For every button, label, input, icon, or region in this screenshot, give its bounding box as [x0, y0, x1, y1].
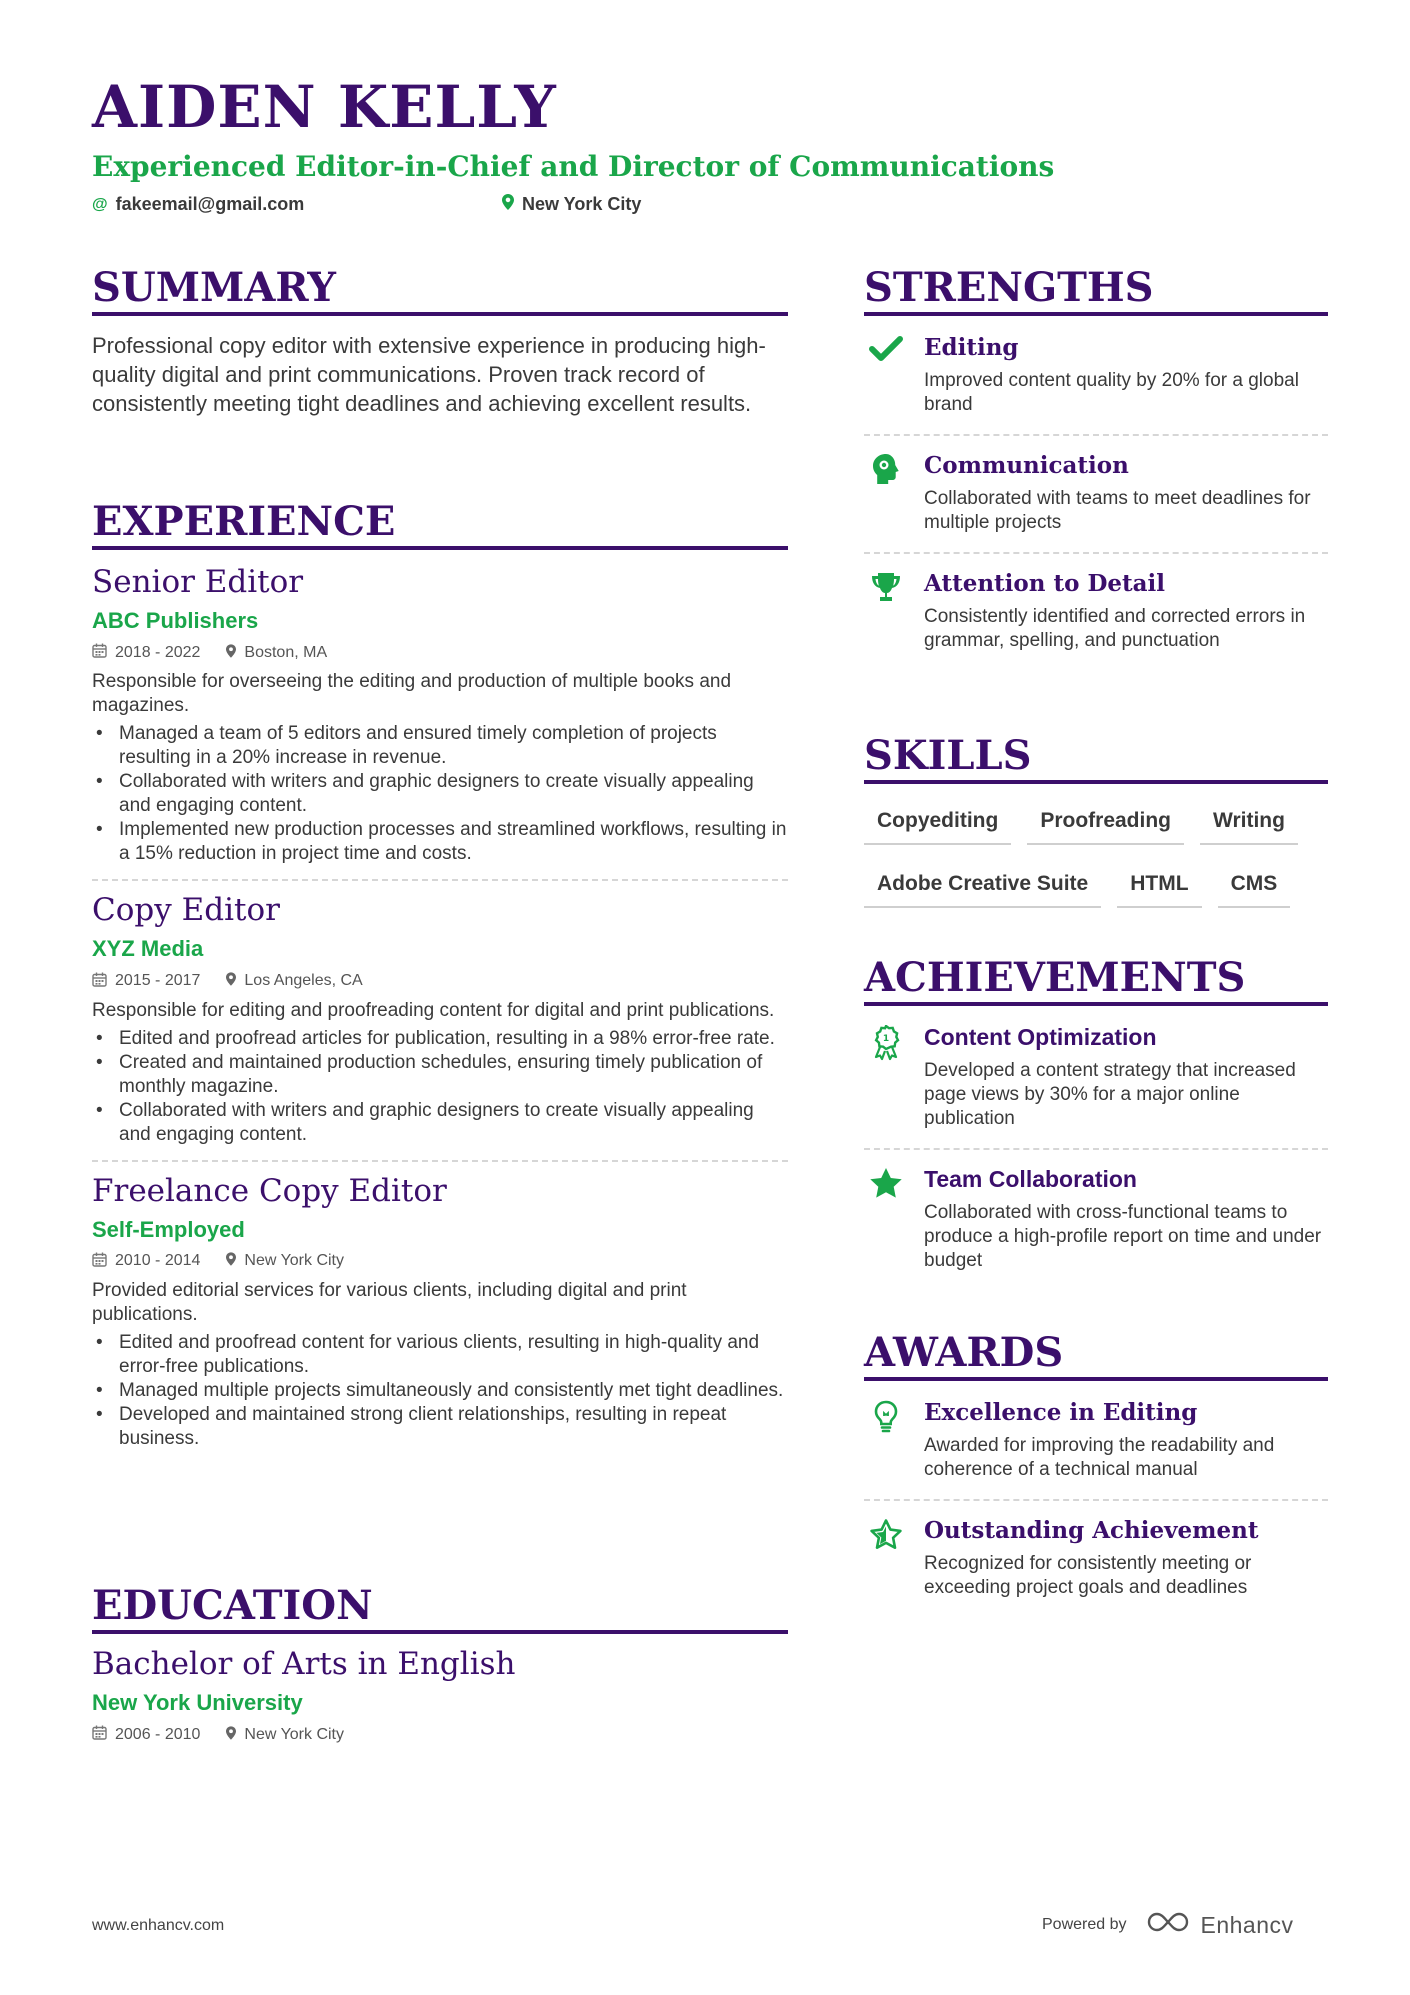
- skill-tag: Writing: [1200, 808, 1298, 845]
- calendar-icon: [92, 643, 107, 662]
- footer-powered-by[interactable]: [1042, 1910, 1294, 1940]
- strength-divider: [864, 434, 1328, 436]
- candidate-headline: Experienced Editor-in-Chief and Director of Communications: [92, 150, 1055, 183]
- job-bullets: [92, 1331, 788, 1451]
- job-description: Responsible for overseeing the editing and production of multiple books and magazines.: [92, 671, 732, 717]
- skill-tag: Adobe Creative Suite: [864, 871, 1101, 908]
- job-bullet: • Developed and maintained strong client relationships, resulting in repeat business.: [92, 1403, 788, 1451]
- job-location: Los Angeles, CA: [244, 972, 363, 990]
- skills-heading: SKILLS: [864, 732, 1032, 779]
- job-bullet: • Edited and proofread content for various clients, resulting in high-quality and error-free publications.: [92, 1331, 788, 1379]
- award-desc: Recognized for consistently meeting or exceeding project goals and deadlines: [924, 1552, 1252, 1598]
- head-icon: [866, 453, 906, 485]
- education-section: [92, 1647, 788, 1744]
- job-dates: 2015 - 2017: [115, 972, 201, 990]
- brand-name: Enhancv: [1200, 1911, 1294, 1938]
- calendar-icon: [92, 972, 107, 991]
- job-dates: 2010 - 2014: [115, 1252, 201, 1270]
- company-name: Self-Employed: [92, 1216, 245, 1242]
- award-item: [864, 1398, 1328, 1482]
- summary-text: Professional copy editor with extensive experience in producing high-quality digital and print communications. Proven track record of consistently meeting tight deadlines and achieving excellent results.: [92, 333, 766, 416]
- powered-by-label: Powered by: [1042, 1916, 1127, 1933]
- job-description: Provided editorial services for various clients, including digital and print publications.: [92, 1279, 687, 1325]
- achievements-divider: [864, 1002, 1328, 1006]
- strength-desc: Improved content quality by 20% for a global brand: [924, 369, 1299, 415]
- checkmark-icon: [866, 335, 906, 367]
- job-meta: [92, 972, 788, 991]
- footer-website-link[interactable]: www.enhancv.com: [92, 1917, 225, 1934]
- awards-section: [864, 1398, 1328, 1600]
- strength-item: [864, 333, 1328, 417]
- award-divider: [864, 1499, 1328, 1501]
- star-outline-icon: [866, 1518, 906, 1550]
- job-meta: [92, 643, 788, 662]
- job-bullet: • Implemented new production processes and streamlined workflows, resulting in a 15% reduction in project time and costs.: [92, 818, 788, 866]
- job-title: Senior Editor: [92, 564, 304, 600]
- calendar-icon: [92, 1725, 107, 1744]
- skills-divider: [864, 780, 1328, 784]
- strength-desc: Collaborated with teams to meet deadlines for multiple projects: [924, 487, 1311, 533]
- experience-heading: EXPERIENCE: [92, 498, 396, 545]
- award-title: Excellence in Editing: [924, 1399, 1198, 1426]
- location-pin-icon: [502, 194, 514, 215]
- job-meta: [92, 1252, 788, 1271]
- achievement-desc: Developed a content strategy that increased page views by 30% for a major online publication: [924, 1059, 1296, 1129]
- experience-section: [92, 565, 788, 1451]
- job-bullet: • Managed multiple projects simultaneously and consistently met tight deadlines.: [92, 1379, 788, 1403]
- awards-divider: [864, 1377, 1328, 1381]
- strength-item: [864, 451, 1328, 535]
- summary-heading: SUMMARY: [92, 264, 336, 311]
- trophy-icon: [866, 571, 906, 603]
- strength-divider: [864, 552, 1328, 554]
- contact-location: [502, 194, 641, 215]
- summary-section: [92, 331, 788, 418]
- company-name: XYZ Media: [92, 936, 204, 962]
- achievement-title: Team Collaboration: [924, 1165, 1137, 1192]
- strengths-divider: [864, 312, 1328, 316]
- candidate-name: AIDEN KELLY: [92, 73, 557, 141]
- strength-title: Communication: [924, 451, 1129, 479]
- skills-list: [864, 808, 1328, 934]
- calendar-icon: [92, 1252, 107, 1271]
- location-pin-icon: [226, 1726, 236, 1744]
- achievements-heading: ACHIEVEMENTS: [864, 954, 1246, 1001]
- achievements-section: [864, 1023, 1328, 1273]
- job-dates: 2018 - 2022: [115, 643, 201, 661]
- achievement-item: [864, 1165, 1328, 1273]
- strengths-section: [864, 333, 1328, 653]
- at-icon: @: [92, 195, 108, 213]
- job-title: Copy Editor: [92, 892, 280, 929]
- job-bullet: • Collaborated with writers and graphic designers to create visually appealing and engaging content.: [92, 770, 788, 818]
- svg-text:1: 1: [882, 1034, 890, 1044]
- entry-divider: [92, 879, 788, 881]
- star-icon: [866, 1167, 906, 1199]
- contact-email[interactable]: [92, 194, 304, 215]
- education-divider: [92, 1630, 788, 1634]
- email-text: fakeemail@gmail.com: [115, 194, 305, 214]
- strength-desc: Consistently identified and corrected errors in grammar, spelling, and punctuation: [924, 605, 1306, 651]
- job-title: Freelance Copy Editor: [92, 1172, 447, 1209]
- location-pin-icon: [226, 1252, 236, 1270]
- award-item: [864, 1516, 1328, 1600]
- job-description: Responsible for editing and proofreading content for digital and print publications.: [92, 999, 775, 1021]
- award-title: Outstanding Achievement: [924, 1516, 1259, 1544]
- skill-tag: Copyediting: [864, 808, 1011, 845]
- experience-entry: [92, 565, 788, 866]
- enhancv-logo: [1145, 1910, 1294, 1940]
- degree-title: Bachelor of Arts in English: [92, 1646, 516, 1682]
- job-bullet: • Created and maintained production schedules, ensuring timely publication of monthly magazine.: [92, 1051, 788, 1099]
- company-name: ABC Publishers: [92, 608, 259, 634]
- education-meta: [92, 1725, 788, 1744]
- skill-tag: Proofreading: [1027, 808, 1184, 845]
- job-bullets: [92, 1027, 788, 1147]
- skill-tag: HTML: [1117, 871, 1201, 908]
- experience-entry: [92, 893, 788, 1146]
- education-heading: EDUCATION: [92, 1582, 373, 1629]
- job-bullets: [92, 722, 788, 866]
- job-bullet: • Edited and proofread articles for publication, resulting in a 98% error-free rate.: [92, 1027, 788, 1051]
- achievement-item: [864, 1023, 1328, 1131]
- education-dates: 2006 - 2010: [115, 1725, 201, 1743]
- strength-title: Attention to Detail: [924, 569, 1166, 597]
- entry-divider: [92, 1160, 788, 1162]
- achievement-divider: [864, 1148, 1328, 1150]
- job-bullet: • Collaborated with writers and graphic designers to create visually appealing and engaging content.: [92, 1099, 788, 1147]
- school-name: New York University: [92, 1690, 303, 1716]
- summary-divider: [92, 312, 788, 316]
- experience-entry: [92, 1174, 788, 1451]
- experience-divider: [92, 546, 788, 550]
- job-bullet: • Managed a team of 5 editors and ensured timely completion of projects resulting in a 20% increase in revenue.: [92, 722, 788, 770]
- skill-tag: CMS: [1218, 871, 1291, 908]
- awards-heading: AWARDS: [864, 1329, 1064, 1376]
- achievement-desc: Collaborated with cross-functional teams to produce a high-profile report on time and under budget: [924, 1201, 1322, 1271]
- location-text: New York City: [522, 194, 642, 214]
- job-location: New York City: [244, 1252, 344, 1270]
- location-pin-icon: [226, 972, 236, 990]
- skills-section: [864, 808, 1328, 934]
- award-desc: Awarded for improving the readability and coherence of a technical manual: [924, 1434, 1275, 1480]
- enhancv-infinity-icon: [1145, 1910, 1191, 1940]
- location-pin-icon: [226, 644, 236, 662]
- education-location: New York City: [244, 1725, 344, 1743]
- achievement-title: Content Optimization: [924, 1024, 1157, 1050]
- strengths-heading: STRENGTHS: [864, 264, 1154, 311]
- strength-item: [864, 569, 1328, 653]
- award-ribbon-icon: [866, 1025, 906, 1057]
- strength-title: Editing: [924, 334, 1019, 361]
- lightbulb-icon: [866, 1400, 906, 1432]
- job-location: Boston, MA: [244, 643, 328, 661]
